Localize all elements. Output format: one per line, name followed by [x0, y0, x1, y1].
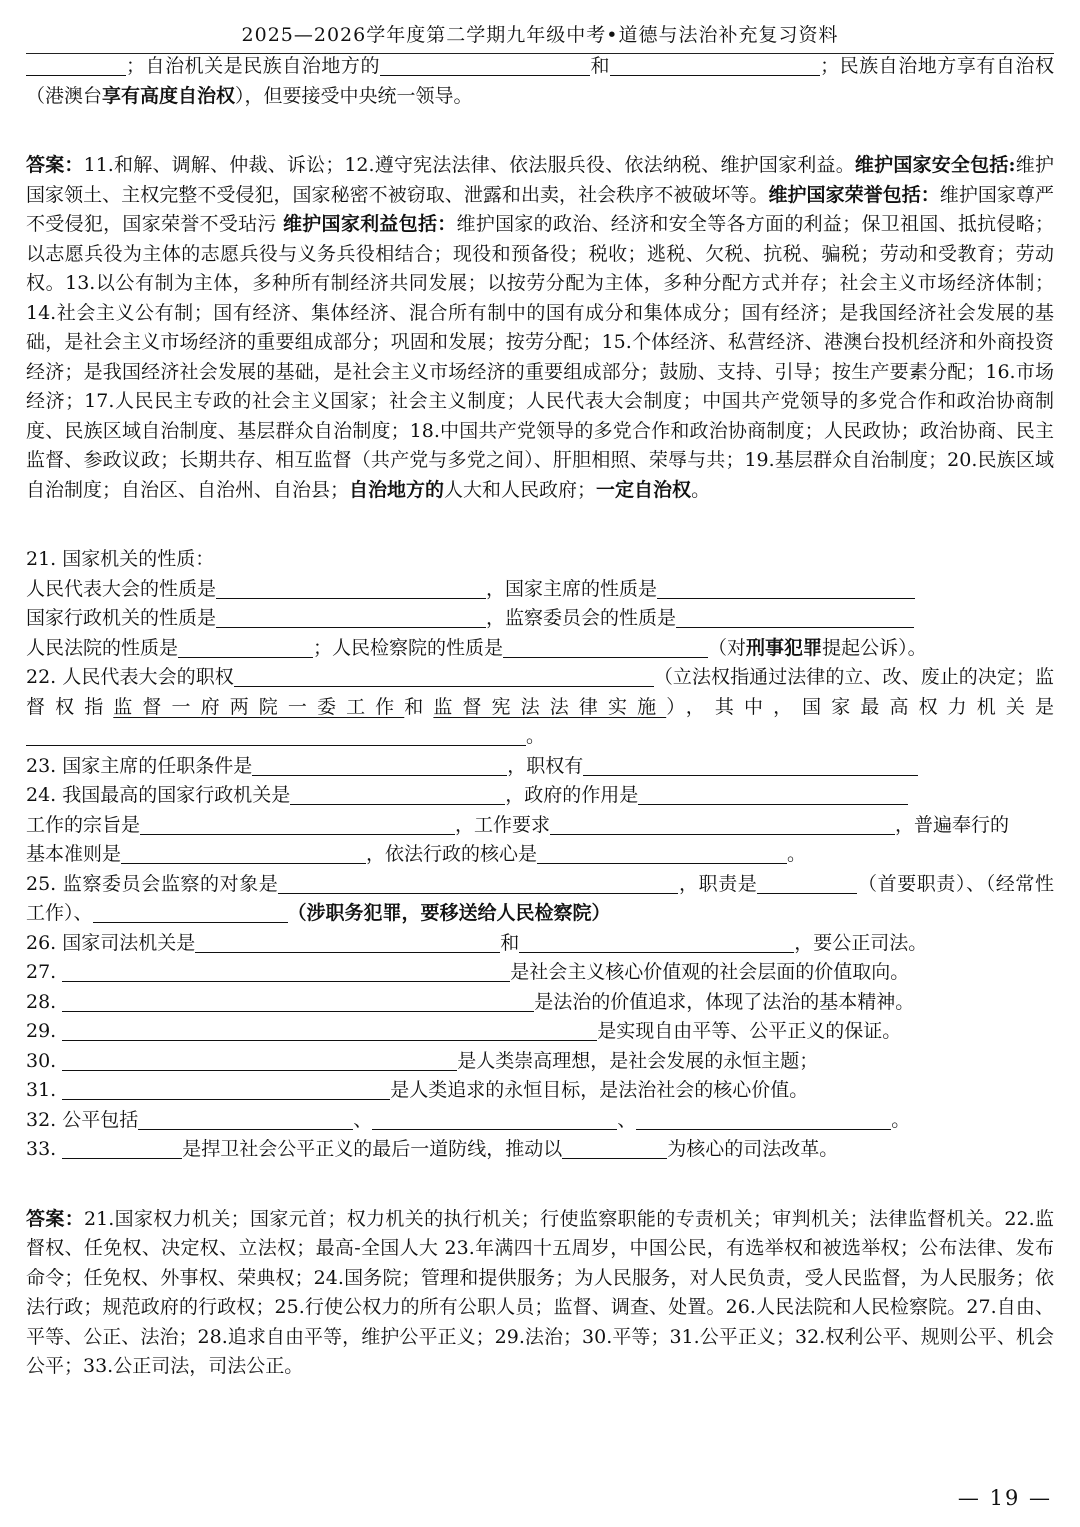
- question-25: 25. 监察委员会监察的对象是 ，职责是 （首要职责）、（经常性工作）、 （涉职务犯罪，要移送给人民检察院）: [26, 872, 1054, 924]
- answer-blank[interactable]: [26, 55, 126, 76]
- question-24-line-3: 基本准则是 ，依法行政的核心是 。: [26, 843, 807, 865]
- answer-blank[interactable]: [62, 1138, 182, 1159]
- answer-blank[interactable]: [140, 814, 455, 835]
- answer-blank[interactable]: [62, 991, 534, 1012]
- answer-blank[interactable]: [195, 932, 500, 953]
- question-24-line-2: 工作的宗旨是 ，工作要求 ，普遍奉行的: [26, 813, 1010, 836]
- answer-blank[interactable]: [62, 1050, 457, 1071]
- page-header: 2025—2026学年度第二学期九年级中考•道德与法治补充复习资料: [26, 20, 1054, 54]
- answer-blank[interactable]: [278, 873, 678, 894]
- answer-blank[interactable]: [550, 814, 895, 835]
- answer-blank[interactable]: [610, 55, 820, 76]
- answer-blank[interactable]: [757, 873, 857, 894]
- question-24-line-1: 24. 我国最高的国家行政机关是 ，政府的作用是: [26, 781, 1054, 811]
- question-26: 26. 国家司法机关是 和 ，要公正司法。: [26, 931, 928, 954]
- question-27: 27. 是社会主义核心价值观的社会层面的价值取向。: [26, 961, 910, 983]
- answer-label: 答案：: [26, 154, 84, 176]
- question-23: 23. 国家主席的任职条件是 ，职权有: [26, 752, 1054, 782]
- answer-blank[interactable]: [138, 1109, 353, 1130]
- answer-blank[interactable]: [372, 1109, 617, 1130]
- answer-blank[interactable]: [676, 607, 914, 628]
- page-content: [26, 52, 1054, 1382]
- answer-blank[interactable]: [216, 607, 486, 628]
- page-number: — 19 —: [957, 1486, 1052, 1510]
- answer-blank[interactable]: [583, 755, 918, 776]
- question-30: 30. 是人类崇高理想，是社会发展的永恒主题；: [26, 1049, 819, 1072]
- question-29: 29. 是实现自由平等、公平正义的保证。: [26, 1020, 902, 1042]
- answer-blank[interactable]: [503, 637, 708, 658]
- top-fill-paragraph: ；自治机关是民族自治地方的 和 ；民族自治地方享有自治权（港澳台享有高度自治权），但要接受中央统一领导。: [26, 55, 1054, 107]
- answer-blank[interactable]: [216, 578, 486, 599]
- question-21-line-3: 人民法院的性质是 ；人民检察院的性质是 （对刑事犯罪提起公诉）。: [26, 636, 927, 659]
- answer-blank[interactable]: [62, 1079, 390, 1100]
- question-22: 22. 人民代表大会的职权 （立法权指通过法律的立、改、废止的决定；监督权指监督一府两院一委工作和监督宪法法律实施），其中，国家最高权力机关是。: [26, 666, 1054, 747]
- question-21-title: 21. 国家机关的性质：: [26, 548, 215, 570]
- answer-label: 答案：: [26, 1207, 85, 1230]
- answer-blank[interactable]: [562, 1138, 667, 1159]
- question-28: 28. 是法治的价值追求，体现了法治的基本精神。: [26, 990, 915, 1013]
- answer-blank[interactable]: [290, 784, 505, 805]
- answer-blank[interactable]: [93, 902, 288, 923]
- question-31: 31. 是人类追求的永恒目标，是法治社会的核心价值。: [26, 1079, 809, 1101]
- question-32: 32. 公平包括 、 、 。: [26, 1108, 911, 1131]
- answer-blank[interactable]: [62, 961, 510, 982]
- answer-blank[interactable]: [519, 932, 794, 953]
- question-33: 33. 是捍卫社会公平正义的最后一道防线，推动以 为核心的司法改革。: [26, 1138, 839, 1160]
- questions-section: [26, 545, 1054, 1165]
- answer-blank[interactable]: [638, 784, 908, 805]
- answer-block-2: 答案：21.国家权力机关；国家元首；权力机关的执行机关；行使监察职能的专责机关；审判机关；法律监督机关。22.监督权、任免权、决定权、立法权；最高-全国人大 23.年满四十五周岁，中国公民，有选举权和被选举权；公布法律、发布命令；任免权、外事权、荣典权；24.国务院；管理和提供服务；为人民服务，对人民负责，受人民监督，为人民服务；依法行政；规范政府的行政权；25.行使公权力的所有公职人员；监督、调查、处置。26.人民法院和人民检察院。27.自由、平等、公正、法治；28.追求自由平等，维护公平正义；29.法治；30.平等；31.公平正义；32.权利公平、规则公平、机会公平；33.公正司法，司法公正。: [26, 1207, 1054, 1377]
- answer-blank[interactable]: [636, 1109, 891, 1130]
- answer-blank[interactable]: [380, 55, 590, 76]
- answer-blank[interactable]: [178, 637, 313, 658]
- question-21-line-2: 国家行政机关的性质是 ，监察委员会的性质是: [26, 604, 1054, 634]
- answer-blank[interactable]: [26, 725, 526, 746]
- answer-blank[interactable]: [657, 578, 915, 599]
- answer-blank[interactable]: [537, 843, 787, 864]
- answer-blank[interactable]: [62, 1020, 597, 1041]
- question-21-line-1: 人民代表大会的性质是 ，国家主席的性质是: [26, 575, 1054, 605]
- answer-blank[interactable]: [121, 843, 366, 864]
- answer-blank[interactable]: [234, 666, 654, 687]
- answer-block-1: 答案：11.和解、调解、仲裁、诉讼；12.遵守宪法法律、依法服兵役、依法纳税、维护国家利益。维护国家安全包括:维护国家领土、主权完整不受侵犯，国家秘密不被窃取、泄露和出卖，社会秩序不被破坏等。维护国家荣誉包括：维护国家尊严不受侵犯，国家荣誉不受玷污 维护国家利益包括：维护国家的政治、经济和安全等各方面的利益；保卫祖国、抵抗侵略；以志愿兵役为主体的志愿兵役与义务兵役相结合；现役和预备役；税收；逃税、欠税、抗税、骗税；劳动和受教育；劳动权。13.以公有制为主体，多种所有制经济共同发展；以按劳分配为主体，多种分配方式并存；社会主义市场经济体制；14.社会主义公有制；国有经济、集体经济、混合所有制中的国有成分和集体成分；国有经济；是我国经济社会发展的基础，是社会主义市场经济的重要组成部分；巩固和发展；按劳分配；15.个体经济、私营经济、港澳台投机经济和外商投资经济；是我国经济社会发展的基础，是社会主义市场经济的重要组成部分；鼓励、支持、引导；按生产要素分配；16.市场经济；17.人民民主专政的社会主义国家；社会主义制度；人民代表大会制度；中国共产党领导的多党合作和政治协商制度、民族区域自治制度、基层群众自治制度；18.中国共产党领导的多党合作和政治协商制度；人民政协；政治协商、民主监督、参政议政；长期共存、相互监督（共产党与多党之间）、肝胆相照、荣辱与共；19.基层群众自治制度；20.民族区域自治制度；自治区、自治州、自治县；自治地方的人大和人民政府；一定自治权。: [26, 154, 1054, 501]
- answer-blank[interactable]: [252, 755, 507, 776]
